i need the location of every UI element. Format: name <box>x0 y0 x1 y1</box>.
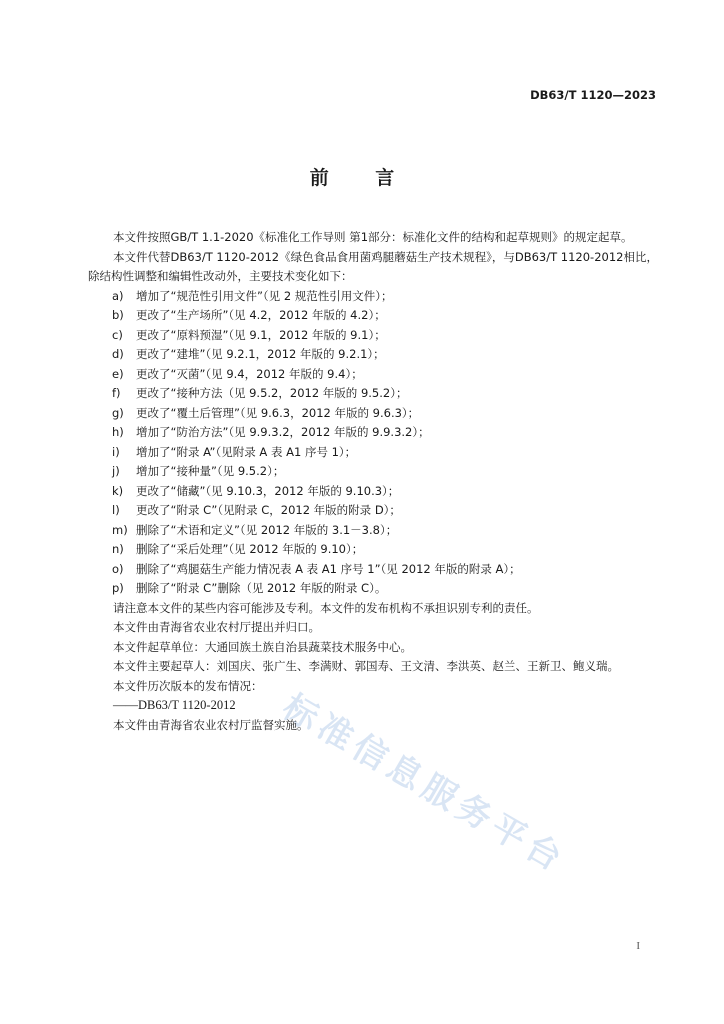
list-item-text: 增加了“防治方法”（见 9.9.3.2，2012 年版的 9.9.3.2）； <box>136 425 430 439</box>
list-item-text: 删除了“采后处理”（见 2012 年版的 9.10）； <box>136 542 364 556</box>
version-history-heading: 本文件历次版本的发布情况： <box>113 678 263 693</box>
list-item <box>88 540 660 560</box>
list-item <box>88 521 660 541</box>
list-item-text: 更改了“生产场所”（见 4.2，2012 年版的 4.2）； <box>136 308 386 322</box>
list-item-text: 增加了“接种量”（见 9.5.2）； <box>136 464 285 478</box>
list-item-letter: h) <box>112 425 124 439</box>
list-item <box>88 384 660 404</box>
list-item-text: 更改了“灭菌”（见 9.4，2012 年版的 9.4）； <box>136 366 363 381</box>
list-item-letter: f) <box>112 386 121 400</box>
watermark: 标准信息服务平台 <box>276 686 574 882</box>
drafters-line: 本文件主要起草人：刘国庆、张广生、李满财、郭国寿、王文清、李洪英、赵兰、王新卫、鲍义瑞。 <box>113 659 619 673</box>
list-item-text: 更改了“建堆”（见 9.2.1，2012 年版的 9.2.1）； <box>136 347 385 361</box>
list-item-text: 删除了“术语和定义”（见 2012 年版的 3.1－3.8）； <box>136 522 398 537</box>
version-entry: ——DB63/T 1120-2012 <box>113 698 236 712</box>
changes-list <box>88 287 660 599</box>
list-item <box>88 287 660 307</box>
list-item-text: 删除了“附录 C”删除（见 2012 年版的附录 C）。 <box>136 581 387 595</box>
supervision-line: 本文件由青海省农业农村厅监督实施。 <box>113 717 309 732</box>
list-item <box>88 462 660 482</box>
intro-paragraph-2: 本文件代替DB63/T 1120-2012《绿色食品食用菌鸡腿蘑菇生产技术规程》，与DB63/T 1120-2012相比，除结构性调整和编辑性改动外，主要技术变化如下： <box>88 249 658 283</box>
list-item <box>88 365 660 385</box>
list-item-text: 更改了“附录 C”（见附录 C，2012 年版的附录 D）； <box>136 503 401 517</box>
list-item-letter: c) <box>112 327 123 342</box>
list-item-text: 更改了“原料预湿”（见 9.1，2012 年版的 9.1）； <box>136 327 386 342</box>
patent-notice: 请注意本文件的某些内容可能涉及专利。本文件的发布机构不承担识别专利的责任。 <box>113 600 539 615</box>
list-item-letter: l) <box>112 503 120 517</box>
drafting-unit-line: 本文件起草单位：大通回族土族自治县蔬菜技术服务中心。 <box>113 639 412 654</box>
list-item-letter: a) <box>112 288 124 303</box>
list-item <box>88 404 660 424</box>
list-item <box>88 560 660 580</box>
proposer-line: 本文件由青海省农业农村厅提出并归口。 <box>113 620 320 634</box>
list-item-letter: e) <box>112 366 124 381</box>
list-item-letter: g) <box>112 405 124 420</box>
list-item-letter: m) <box>112 522 128 537</box>
list-item-letter: i) <box>112 444 120 459</box>
list-item-letter: n) <box>112 542 124 556</box>
document-code: DB63/T 1120—2023 <box>530 88 656 102</box>
list-item <box>88 501 660 521</box>
list-item-text: 更改了“接种方法（见 9.5.2，2012 年版的 9.5.2）； <box>136 386 408 400</box>
list-item-letter: j) <box>112 464 120 478</box>
list-item-text: 删除了“鸡腿菇生产能力情况表 A 表 A1 序号 1”（见 2012 年版的附录 A）； <box>136 561 521 576</box>
list-item <box>88 482 660 502</box>
list-item-text: 更改了“覆土后管理”（见 9.6.3，2012 年版的 9.6.3）； <box>136 405 420 420</box>
list-item-text: 更改了“储藏”（见 9.10.3，2012 年版的 9.10.3）； <box>136 483 400 498</box>
foreword-body <box>88 228 660 735</box>
list-item-letter: d) <box>112 347 124 361</box>
page-number: I <box>636 940 640 952</box>
list-item-letter: k) <box>112 483 124 498</box>
page-title: 前 言 <box>309 167 415 189</box>
intro-paragraph-1: 本文件按照GB/T 1.1-2020《标准化工作导则 第1部分：标准化文件的结构和起草规则》的规定起草。 <box>113 230 633 244</box>
list-item <box>88 345 660 365</box>
list-item <box>88 423 660 443</box>
list-item <box>88 579 660 599</box>
list-item <box>88 306 660 326</box>
list-item-letter: p) <box>112 581 124 595</box>
list-item-text: 增加了“附录 A”（见附录 A 表 A1 序号 1）； <box>136 444 357 459</box>
list-item <box>88 326 660 346</box>
list-item-letter: o) <box>112 561 124 576</box>
list-item <box>88 443 660 463</box>
list-item-text: 增加了“规范性引用文件”（见 2 规范性引用文件）； <box>136 288 393 303</box>
list-item-letter: b) <box>112 308 124 322</box>
